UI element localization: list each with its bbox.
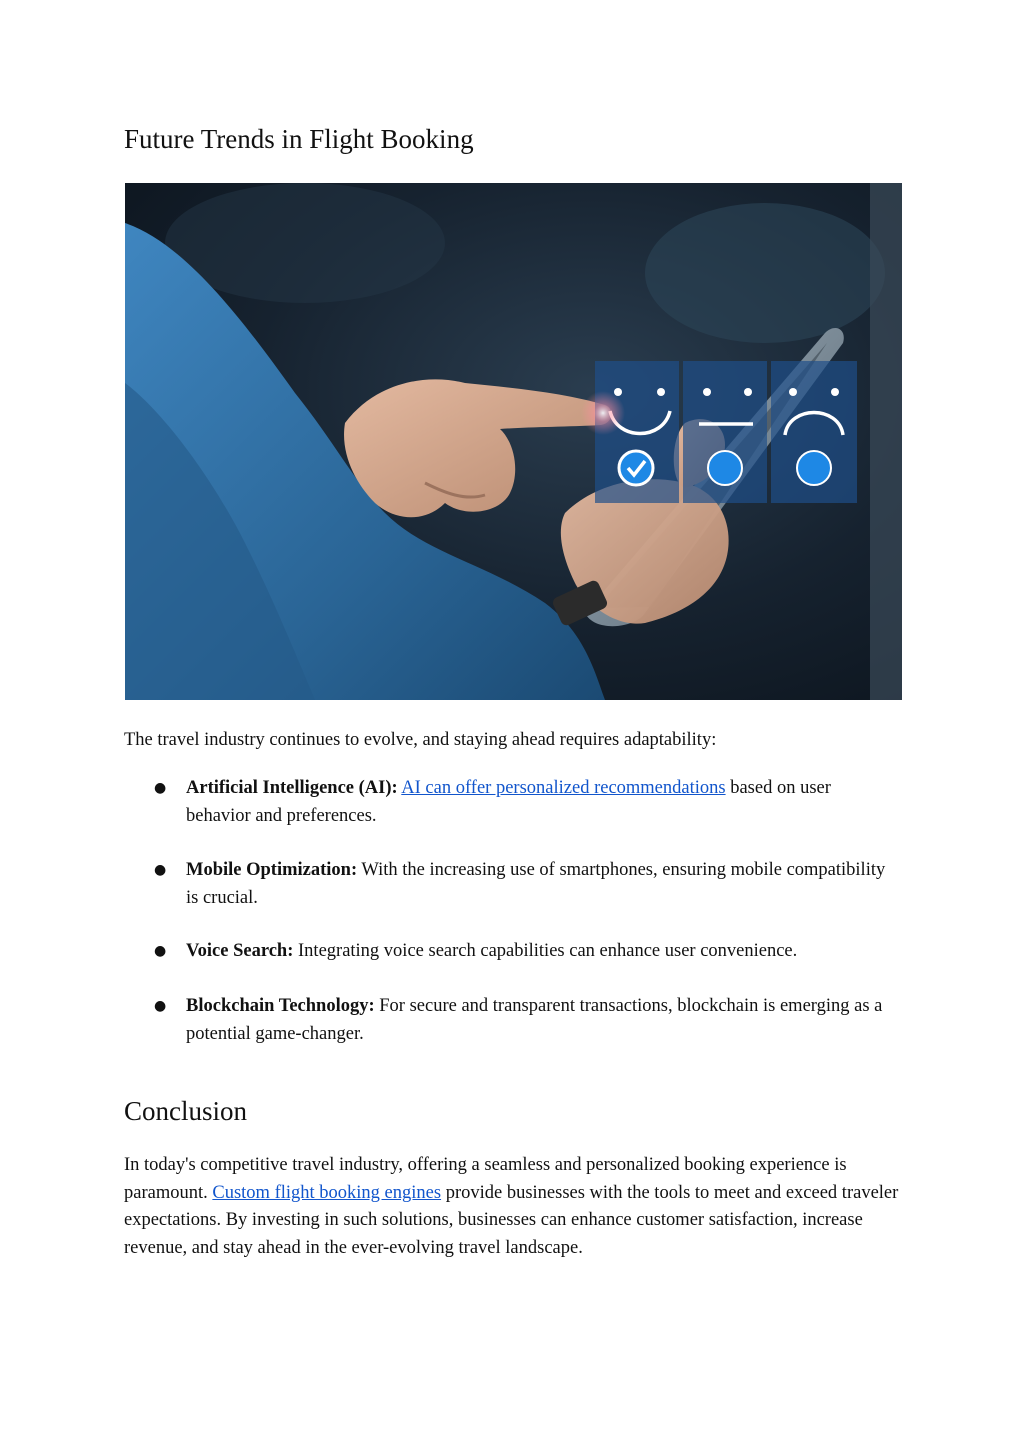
- list-item: [154, 993, 886, 1048]
- hero-image: [125, 183, 902, 700]
- radio-sad-icon: [797, 451, 831, 485]
- bullet-icon: ●: [154, 943, 167, 959]
- custom-flight-booking-engines-link[interactable]: Custom flight booking engines: [212, 1182, 442, 1203]
- conclusion-text-after: provide businesses with the tools to meet and exceed traveler expectations. By investing in such solutions, businesses can enhance customer satisfaction, increase revenue, and stay ahead in the ever-evolving travel landscape.: [124, 1182, 899, 1258]
- conclusion-paragraph: [124, 1152, 914, 1262]
- intro-paragraph: The travel industry continues to evolve, and staying ahead requires adaptability:: [124, 730, 717, 750]
- list-item: [154, 775, 886, 830]
- section-title-conclusion: Conclusion: [124, 1096, 248, 1126]
- section-title-future-trends: Future Trends in Flight Booking: [124, 124, 474, 154]
- bullet-label: Blockchain Technology:: [186, 996, 375, 1016]
- bullet-label: Artificial Intelligence (AI):: [186, 778, 398, 798]
- bullet-text: Integrating voice search capabilities can enhance user convenience.: [293, 941, 798, 961]
- list-item: [154, 938, 886, 966]
- bullet-text: For secure and transparent transactions, blockchain is emerging as a potential game-changer.: [186, 996, 883, 1044]
- bullet-text: With the increasing use of smartphones, ensuring mobile compatibility is crucial.: [186, 860, 886, 908]
- bullet-icon: ●: [154, 998, 167, 1014]
- bullet-icon: ●: [154, 780, 167, 796]
- ai-recommendations-link[interactable]: AI can offer personalized recommendations: [401, 778, 726, 798]
- radio-neutral-icon: [708, 451, 742, 485]
- bullet-text: based on user behavior and preferences.: [186, 778, 831, 826]
- bullet-icon: ●: [154, 862, 167, 878]
- conclusion-text-before: In today's competitive travel industry, offering a seamless and personalized booking experience is paramount.: [124, 1155, 847, 1203]
- bullet-label: Voice Search:: [186, 941, 294, 961]
- checkmark-icon: [619, 451, 653, 485]
- list-item: [154, 857, 886, 912]
- bullet-label: Mobile Optimization:: [186, 860, 358, 880]
